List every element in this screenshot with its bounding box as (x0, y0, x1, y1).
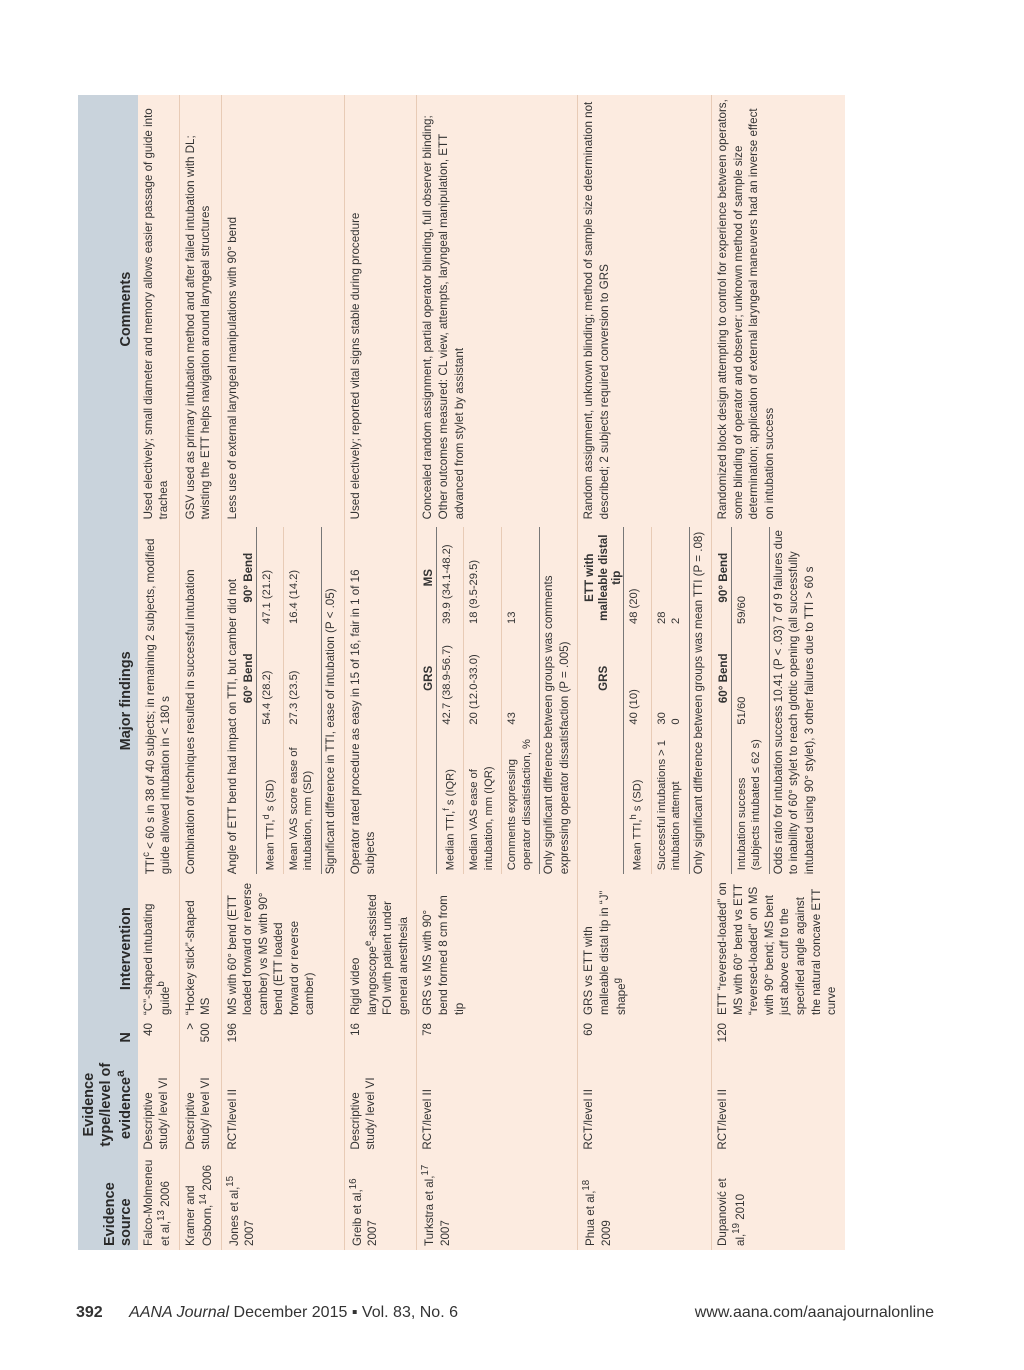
subtable-row (651, 527, 689, 874)
subtable-value: 39.9 (34.1-48.2) (436, 527, 463, 628)
cell-comments (138, 95, 179, 523)
subtable-label-text: Successful intubations > 1 intubation attempt (655, 739, 683, 871)
subtable-label (624, 729, 651, 875)
table-row (179, 95, 221, 1250)
table-body (138, 95, 845, 1250)
subtable-header: ETT with malleable distal tip (583, 527, 623, 628)
subtable-header: GRS (422, 628, 436, 729)
subtable-label (464, 729, 502, 875)
source-ref: 13 (156, 1210, 168, 1221)
evidence-table (78, 95, 845, 1250)
cell-intervention (344, 878, 417, 1019)
subtable-label-text: Comments expressing operator dissatisfaction, % (506, 739, 533, 871)
subtable-label (436, 729, 463, 875)
subtable-value: 16.4 (14.2) (283, 527, 321, 628)
intervention-sup: b (156, 981, 168, 987)
source-year: 2009 (599, 1220, 613, 1246)
table-row (344, 95, 417, 1250)
type-text: RCT/level II (582, 1089, 596, 1150)
cell-n (179, 1019, 221, 1056)
cell-comments (344, 95, 417, 523)
cell-intervention (578, 878, 712, 1019)
subtable-value: 51/60 (731, 628, 769, 729)
cell-findings (578, 523, 712, 878)
subtable-header: 60° Bend (242, 628, 256, 729)
table-row (221, 95, 344, 1250)
journal-url[interactable]: www.aana.com/aanajournalonline (694, 1304, 934, 1321)
intervention-rest: -assisted FOI with patient under general anesthesia (365, 894, 410, 1016)
cell-findings (179, 523, 221, 878)
subtable-label-sup: h (628, 814, 639, 820)
type-text: RCT/level II (225, 1089, 239, 1150)
intervention-text: MS with 60° bend (ETT loaded forward or reverse camber) vs MS with 90° bend (ETT loaded forward or reverse camber) (225, 882, 317, 1016)
subtable-label-text: Mean TTI, (264, 819, 277, 871)
cell-n (578, 1019, 712, 1056)
source-text: Dupanović et al, (716, 1178, 747, 1246)
cell-comments (417, 95, 578, 523)
subtable-row (731, 527, 769, 874)
cell-intervention (417, 878, 578, 1019)
subtable-label-sup: d (260, 814, 271, 820)
header-comments: Comments (78, 95, 138, 523)
subtable-row (283, 527, 321, 874)
cell-comments (578, 95, 712, 523)
findings-subtable (717, 527, 769, 874)
intervention-sup: e (363, 940, 375, 947)
subtable-label-text: Mean TTI, (632, 819, 645, 871)
cell-intervention (221, 878, 344, 1019)
cell-source (712, 1154, 845, 1250)
cell-type (344, 1056, 417, 1154)
type-text: RCT/level II (716, 1089, 730, 1150)
subtable-header: 90° Bend (717, 527, 731, 628)
cell-type (417, 1056, 578, 1154)
source-ref: 16 (347, 1178, 359, 1190)
cell-n (344, 1019, 417, 1056)
findings-note: Odds ratio for intubation success 10.41 (P < .03) 7 of 9 failures due to inability of 60° stylet to reach glottic opening (all successfully intubated using 90° stylet), 3 other failures due to TTI > 60 s (771, 530, 816, 875)
n-text: 120 (716, 1023, 730, 1043)
source-year: 2006 (201, 1164, 215, 1194)
cell-type (138, 1056, 179, 1154)
header-evidence-source: Evidence source (78, 1154, 138, 1250)
cell-source (138, 1154, 179, 1250)
n-text: 16 (348, 1023, 362, 1036)
header-n: N (78, 1019, 138, 1056)
subtable-row (256, 527, 283, 874)
journal-issue: December 2015 ▪ Vol. 83, No. 6 (233, 1304, 458, 1321)
source-year: 2007 (365, 1220, 379, 1246)
type-text: Descriptive study/ level VI (183, 1077, 213, 1150)
cell-findings (221, 523, 344, 878)
comments-text: Concealed random assignment, partial operator blinding, full observer blinding; Other outcomes measured: CL view, attempts, laryngeal manipulation, ETT advanced from stylet by assistant (421, 115, 466, 520)
comments-text: Used electively; reported vital signs stable during procedure (348, 212, 362, 520)
subtable-value: 43 (502, 628, 540, 729)
subtable-value: 47.1 (21.2) (256, 527, 283, 628)
subtable-header: 90° Bend (242, 527, 256, 628)
findings-subtable (583, 527, 689, 874)
cell-findings (712, 523, 845, 878)
cell-source (179, 1154, 221, 1250)
subtable-label-text: Median TTI, (444, 810, 457, 871)
subtable-value: 30 0 (651, 628, 689, 729)
n-text: 60 (582, 1023, 596, 1036)
type-text: RCT/level II (421, 1089, 435, 1150)
subtable-value: 27.3 (23.5) (283, 628, 321, 729)
subtable-row (502, 527, 540, 874)
subtable-value: 18 (9.5-29.5) (464, 527, 502, 628)
cell-n (138, 1019, 179, 1056)
subtable-label (283, 729, 321, 875)
intervention-text: Rigid video laryngoscope (348, 946, 379, 1016)
source-year: 2007 (438, 1220, 452, 1246)
cell-findings (138, 523, 179, 878)
comments-text: GSV used as primary intubation method and after failed intubation with DL; twisting the ETT helps navigation around laryngeal structures (183, 135, 213, 520)
subtable-row (464, 527, 502, 874)
subtable-header: MS (422, 527, 436, 628)
intervention-text: “Hockey stick”-shaped MS (183, 900, 213, 1016)
source-text: Phua et al, (584, 1190, 598, 1246)
subtable-label-text: Median VAS ease of intubation, mm (IQR) (468, 766, 495, 871)
subtable-header: GRS (583, 628, 623, 729)
table-header-row (78, 95, 138, 1250)
cell-intervention (138, 878, 179, 1019)
subtable-label (256, 729, 283, 875)
subtable-label-sup: f (440, 808, 451, 811)
subtable-label-text: Mean VAS score ease of intubation, mm (SD) (287, 747, 315, 871)
journal-name: AANA Journal (129, 1304, 230, 1321)
source-ref: 15 (224, 1175, 236, 1187)
source-ref: 14 (198, 1194, 210, 1205)
source-text: Greib et al, (350, 1189, 364, 1246)
cell-intervention (712, 878, 845, 1019)
cell-type (578, 1056, 712, 1154)
comments-text: Randomized block design attempting to control for experience between operators, some blinding of operator and observer; unknown method of sample size determination; application of external laryngeal maneuvers had an inverse effect on intubation success (716, 99, 776, 520)
cell-comments (712, 95, 845, 523)
cell-findings (344, 523, 417, 878)
subtable-value: 42.7 (38.9-56.7) (436, 628, 463, 729)
source-text: Kramer and Osborn, (183, 1185, 215, 1246)
cell-n (221, 1019, 344, 1056)
n-text: > 500 (183, 1023, 213, 1043)
cell-source (221, 1154, 344, 1250)
subtable-value: 40 (10) (624, 628, 651, 729)
header-major-findings: Major findings (78, 523, 138, 878)
findings-subtable (422, 527, 540, 874)
cell-type (712, 1056, 845, 1154)
subtable-label-rest: s (SD) (264, 779, 277, 815)
intervention-text: GRS vs ETT with malleable distal tip in “J” shape (582, 890, 629, 1016)
findings-note: Only significant difference between groups was comments expressing operator dissatisfaction (P = .005) (542, 575, 571, 875)
subtable-value: 54.4 (28.2) (256, 628, 283, 729)
cell-source (578, 1154, 712, 1250)
source-text: Jones et al, (227, 1186, 241, 1246)
subtable-label (651, 729, 689, 875)
findings-text: TTI (143, 856, 157, 875)
findings-note: Significant difference in TTI, ease of intubation (P < .05) (323, 588, 337, 875)
findings-sup: c (140, 852, 152, 857)
findings-intro: Angle of ETT bend had impact on TTI, but camber did not (225, 578, 239, 875)
cell-source (417, 1154, 578, 1250)
subtable-value: 48 (20) (624, 527, 651, 628)
subtable-header: 60° Bend (717, 628, 731, 729)
source-ref: 17 (420, 1164, 432, 1176)
intervention-sup: g (612, 978, 624, 984)
cell-findings (417, 523, 578, 878)
subtable-row (624, 527, 651, 874)
cell-comments (221, 95, 344, 523)
table-row (417, 95, 578, 1250)
subtable-label (502, 729, 540, 875)
cell-intervention (179, 878, 221, 1019)
source-text: Falco-Molmeneu et al, (141, 1159, 173, 1246)
findings-text: Combination of techniques resulted in successful intubation (183, 569, 197, 875)
cell-n (712, 1019, 845, 1056)
subtable-value: 13 (502, 527, 540, 628)
cell-comments (179, 95, 221, 523)
source-ref: 18 (581, 1179, 593, 1191)
cell-source (344, 1154, 417, 1250)
source-year: 2006 (159, 1181, 173, 1211)
comments-text: Random assignment, unknown blinding; method of sample size determination not described; 2 subjects required conversion to GRS (582, 101, 611, 520)
page-footer (76, 1304, 934, 1322)
table-row (712, 95, 845, 1250)
n-text: 78 (421, 1023, 435, 1036)
subtable-value: 59/60 (731, 527, 769, 628)
subtable-label-rest: s (SD) (632, 779, 645, 815)
page-number: 392 (76, 1304, 103, 1321)
subtable-label-rest: s (IQR) (444, 769, 457, 809)
n-text: 40 (141, 1023, 155, 1036)
header-evidence-type: Evidence type/level of evidence$^a$ (78, 1056, 138, 1154)
findings-rest: < 60 s in 38 of 40 subjects; in remaining 2 subjects, modified guide allowed intubation in < 180 s (143, 538, 173, 875)
cell-n (417, 1019, 578, 1056)
n-text: 196 (225, 1023, 239, 1043)
comments-text: Less use of external laryngeal manipulations with 90° bend (225, 216, 239, 520)
intervention-text: GRS vs MS with 90° bend formed 8 cm from tip (421, 895, 466, 1016)
table-row (138, 95, 179, 1250)
findings-text: Operator rated procedure as easy in 15 of 16, fair in 1 of 16 subjects (348, 569, 378, 875)
cell-type (179, 1056, 221, 1154)
source-year: 2010 (733, 1193, 747, 1223)
intervention-text: ETT “reversed-loaded” on MS with 60° bend vs ETT “reversed-loaded” on MS with 90° bend; MS bent just above cuff to the specified angle against the natural concave ETT curve (716, 882, 839, 1016)
header-intervention: Intervention (78, 878, 138, 1019)
intervention-text: “C”-shaped intubating guide (141, 903, 173, 1016)
findings-subtable (242, 527, 322, 874)
subtable-label (731, 729, 769, 875)
subtable-label-text: Intubation success (subjects intubated ≤ 62 s) (735, 739, 763, 871)
type-text: Descriptive study/ level VI (348, 1077, 378, 1150)
rotated-table-container (78, 95, 908, 1250)
type-text: Descriptive study/ level VI (141, 1077, 171, 1150)
subtable-row (436, 527, 463, 874)
source-text: Turkstra et al, (423, 1175, 437, 1246)
findings-note: Only significant difference between groups was mean TTI (P = .08) (691, 531, 705, 875)
subtable-value: 20 (12.0-33.0) (464, 628, 502, 729)
cell-type (221, 1056, 344, 1154)
subtable-value: 28 2 (651, 527, 689, 628)
source-year: 2007 (243, 1220, 257, 1246)
source-ref: 19 (730, 1223, 742, 1234)
table-row (578, 95, 712, 1250)
comments-text: Used electively; small diameter and memory allows easier passage of guide into trachea (141, 108, 171, 520)
